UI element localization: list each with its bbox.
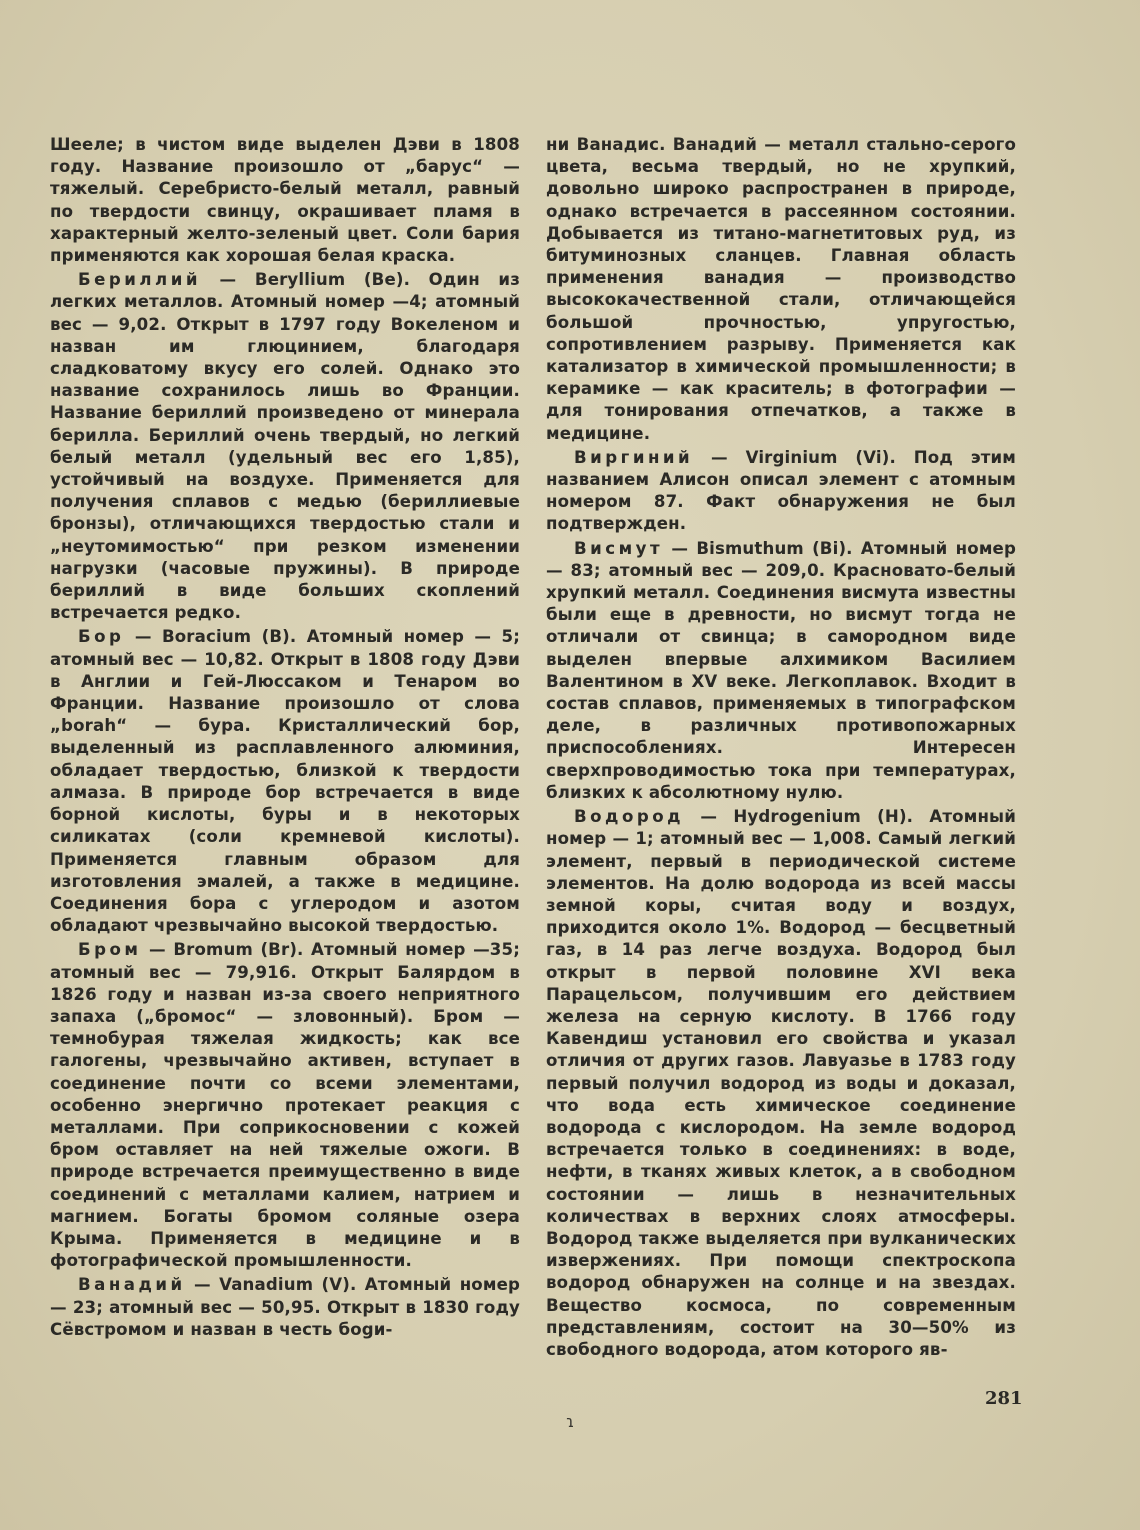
- element-name: Бериллий: [78, 270, 201, 290]
- paragraph-text: — Beryllium (Be). Один из легких металлов. Атомный номер —4; атомный вес — 9,02. Открыт в 1797 году Вокеленом и назван им глюцинием, благодаря сладковатому вкусу его солей. Однако это название сохранилось лишь во Франции. Название бериллий произведено от минерала берилла. Бериллий очень твердый, но легкий белый металл (удельный вес его 1,85), устойчивый на воздухе. Применяется для получения сплавов с медью (бериллиевые бронзы), отличающихся твердостью стали и „неутомимостью“ при резком изменении нагрузки (часовые пружины). В природе бериллий в виде больших скоплений встречается редко.: [50, 270, 520, 623]
- element-name: Виргиний: [574, 447, 694, 467]
- paragraph-text: — Vanadium (V). Атомный номер — 23; атомный вес — 50,95. Открыт в 1830 году Сёвстромом и назван в честь бogи-: [50, 1275, 520, 1339]
- paragraph-text: — Bismuthum (Bi). Атомный номер — 83; атомный вес — 209,0. Красновато-белый хрупкий металл. Соединения висмута известны были еще в древности, но висмут тогда не отличали от свинца; в самородном виде выделен впервые алхимиком Василием Валентином в XV веке. Легкоплавок. Входит в состав сплавов, применяемых в типографском деле, в различных противопожарных приспособлениях. Интересен сверхпроводимостью тока при температурах, близких к абсолютному нулю.: [546, 538, 1016, 802]
- article-paragraph: [546, 447, 1016, 536]
- page-number: 281: [985, 1388, 1023, 1409]
- paragraph-text: — Hydrogenium (H). Атомный номер — 1; атомный вес — 1,008. Самый легкий элемент, первый в периодической системе элементов. На долю водорода из всей массы земной коры, считая воду и воздух, приходится около 1%. Водород — бесцветный газ, в 14 раз легче воздуха. Водород был открыт в первой половине XVI века Парацельсом, получившим его действием железа на серную кислоту. В 1766 году Кавендиш установил его свойства и указал отличия от других газов. Лавуазье в 1783 году первый получил водород из воды и доказал, что вода есть химическое соединение водорода с кислородом. На земле водород встречается только в соединениях: в воде, нефти, в тканях живых клеток, а в свободном состоянии — лишь в незначительных количествах в верхних слоях атмосферы. Водород также выделяется при вулканических извержениях. При помощи спектроскопа водород обнаружен на солнце и на звездах. Вещество космоса, по современным представлениям, состоит на 30—50% из свободного водорода, атом которого яв-: [546, 807, 1016, 1359]
- element-name: Ванадий: [78, 1275, 186, 1295]
- article-paragraph: [546, 134, 1016, 445]
- right-column: [546, 134, 1016, 1361]
- paragraph-text: Шееле; в чистом виде выделен Дэви в 1808 году. Название произошло от „барус“ — тяжелый. Серебристо-белый металл, равный по твердости свинцу, окрашивает пламя в характерный желто-зеленый цвет. Соли бария применяются как хорошая белая краска.: [50, 135, 520, 266]
- paragraph-text: — Virginium (Vi). Под этим названием Алисон описал элемент с атомным номером 87. Факт обнаружения не был подтвержден.: [546, 447, 1016, 534]
- paragraph-text: ни Ванадис. Ванадий — металл стально-серого цвета, весьма твердый, но не хрупкий, довольно широко распространен в природе, однако встречается в рассеянном состоянии. Добывается из титано-магнетитовых руд, из битуминозных сланцев. Главная область применения ванадия — производство высококачественной стали, отличающейся большой прочностью, упругостью, сопротивлением разрыву. Применяется как катализатор в химической промышленности; в керамике — как краситель; в фотографии — для тонирования отпечатков, а также в медицине.: [546, 135, 1016, 443]
- element-name: Водород: [574, 807, 685, 827]
- article-paragraph: [50, 1274, 520, 1341]
- element-name: Бром: [78, 940, 142, 960]
- element-name: Бор: [78, 627, 125, 647]
- article-paragraph: [546, 538, 1016, 804]
- left-column: [50, 134, 520, 1341]
- paragraph-text: — Bromum (Br). Атомный номер —35; атомный вес — 79,916. Открыт Балярдом в 1826 году и назван из-за своего неприятного запаха („бромос“ — зловонный). Бром — темнобурая тяжелая жидкость; как все галогены, чрезвычайно активен, вступает в соединение почти со всеми элементами, особенно энергично протекает реакция с металлами. При соприкосновении с кожей бром оставляет на ней тяжелые ожоги. В природе встречается преимущественно в виде соединений с металлами калием, натрием и магнием. Богаты бромом соляные озера Крыма. Применяется в медицине и в фотографической промышленности.: [50, 940, 520, 1271]
- article-paragraph: [50, 134, 520, 267]
- article-paragraph: [50, 626, 520, 937]
- article-paragraph: [546, 806, 1016, 1361]
- paragraph-text: — Boracium (B). Атомный номер — 5; атомный вес — 10,82. Открыт в 1808 году Дэви в Англии и Гей-Люссаком и Тенаром во Франции. Название произошло от слова „borah“ — бура. Кристаллический бор, выделенный из расплавленного алюминия, обладает твердостью, близкой к твердости алмаза. В природе бор встречается в виде борной кислоты, буры и в некоторых силикатах (соли кремневой кислоты). Применяется главным образом для изготовления эмалей, а также в медицине. Соединения бора с углеродом и азотом обладают чрезвычайно высокой твердостью.: [50, 627, 520, 936]
- article-paragraph: [50, 269, 520, 624]
- article-paragraph: [50, 939, 520, 1272]
- stray-ink-mark: ɿ: [566, 1412, 575, 1431]
- element-name: Висмут: [574, 538, 664, 558]
